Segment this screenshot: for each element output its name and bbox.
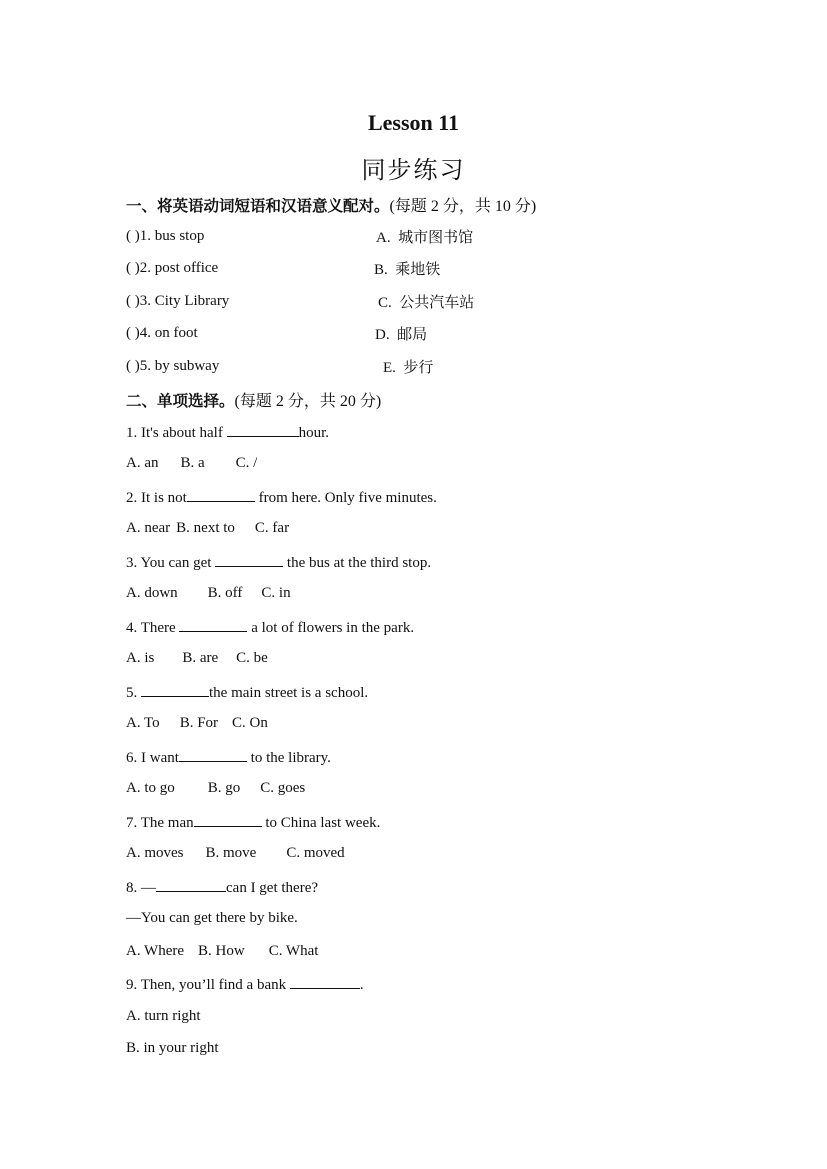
match-option-c: [378, 291, 474, 312]
question-4-text: 4. There: [126, 620, 180, 636]
question-5-text: 5.: [126, 685, 141, 701]
option-a: A. moves: [126, 845, 184, 861]
match-item-4-left: ( )4. on foot: [126, 325, 198, 341]
option-b: B. next to: [176, 520, 235, 536]
option-a: A. an: [126, 455, 159, 471]
page-title: Lesson 11: [367, 110, 460, 135]
question-8: [126, 878, 318, 897]
option-b: B. are: [182, 650, 219, 666]
match-option-e: [383, 356, 433, 377]
question-9-text: 9. Then, you’ll find a bank: [126, 977, 290, 993]
question-6-text: 6. I want: [126, 750, 179, 766]
question-3: [126, 553, 431, 572]
match-option-b-text: 乘地铁: [395, 260, 441, 278]
question-1: [126, 423, 329, 442]
answer-blank[interactable]: [179, 748, 247, 762]
match-option-a: [376, 226, 473, 247]
question-8-text: 8. —: [126, 880, 156, 896]
option-a: A. is: [126, 650, 155, 666]
match-item-5-left: ( )5. by subway: [126, 358, 220, 374]
section2-note: (每题 2 分，共 20 分): [234, 393, 382, 410]
question-6-options: [126, 780, 305, 797]
option-b: B. go: [207, 780, 241, 796]
option-c: C. be: [236, 650, 268, 666]
match-item-3-left: ( )3. City Library: [126, 293, 230, 309]
question-1-options: [126, 455, 257, 472]
question-8-options: [126, 943, 318, 960]
question-6: [126, 748, 331, 767]
question-5-text-end: the main street is a school.: [209, 685, 369, 701]
question-4-options: [126, 650, 268, 667]
question-2-text-end: from here. Only five minutes.: [254, 490, 437, 506]
question-3-text-end: the bus at the third stop.: [283, 555, 432, 571]
question-4-text-end: a lot of flowers in the park.: [247, 620, 415, 636]
answer-blank[interactable]: [187, 488, 255, 502]
question-3-text: 3. You can get: [126, 555, 216, 571]
match-item-2-left: ( )2. post office: [126, 260, 219, 276]
section1-heading-text: 一、将英语动词短语和汉语意义配对。: [126, 197, 390, 215]
answer-blank[interactable]: [215, 553, 283, 567]
match-option-b-letter: B.: [374, 262, 388, 278]
page-subtitle: 同步练习: [361, 156, 466, 184]
answer-blank[interactable]: [179, 618, 247, 632]
option-c: C. far: [254, 520, 290, 536]
option-b: B. How: [198, 943, 245, 959]
question-7-options: [126, 845, 345, 862]
question-5: [126, 683, 368, 702]
match-option-a-text: 城市图书馆: [398, 228, 474, 246]
answer-blank[interactable]: [227, 423, 299, 437]
match-option-e-letter: E.: [383, 360, 396, 376]
question-5-options: [126, 715, 268, 732]
question-9-option-b: B. in your right: [126, 1040, 219, 1056]
question-7-text-end: to China last week.: [261, 815, 381, 831]
option-a: A. To: [126, 715, 160, 731]
section2-heading: [126, 388, 381, 411]
question-1-text: 1. It's about half: [126, 425, 227, 441]
match-option-a-letter: A.: [376, 230, 391, 246]
match-option-d-text: 邮局: [397, 325, 428, 343]
section1-heading: [126, 193, 536, 216]
match-item-1: [126, 228, 204, 245]
option-c: C. What: [268, 943, 319, 959]
match-option-c-letter: C.: [378, 295, 392, 311]
question-9-text-end: .: [359, 977, 364, 993]
section1-note: (每题 2 分，共 10 分): [389, 198, 537, 215]
option-b: B. off: [207, 585, 243, 601]
option-b: B. a: [180, 455, 205, 471]
option-a: A. Where: [126, 943, 185, 959]
match-item-1-left: ( )1. bus stop: [126, 228, 205, 244]
match-item-2: [126, 260, 218, 277]
question-3-options: [126, 585, 291, 602]
match-option-e-text: 步行: [403, 358, 434, 376]
question-9: [126, 975, 364, 994]
answer-blank[interactable]: [194, 813, 262, 827]
question-2: [126, 488, 437, 507]
match-item-4: [126, 325, 198, 342]
match-option-c-text: 公共汽车站: [399, 293, 475, 311]
option-c: C. in: [261, 585, 291, 601]
question-8-text-end: can I get there?: [226, 880, 319, 896]
option-b: B. move: [205, 845, 257, 861]
option-c: C. On: [232, 715, 268, 731]
question-4: [126, 618, 414, 637]
match-item-5: [126, 358, 219, 375]
answer-blank[interactable]: [156, 878, 226, 892]
option-c: C. moved: [286, 845, 345, 861]
question-9-option-a: A. turn right: [126, 1008, 201, 1024]
match-option-d: [375, 323, 427, 344]
question-7-text: 7. The man: [126, 815, 194, 831]
answer-blank[interactable]: [290, 975, 360, 989]
question-2-options: [126, 520, 289, 537]
question-6-text-end: to the library.: [246, 750, 331, 766]
question-7: [126, 813, 380, 832]
match-option-b: [374, 258, 440, 279]
option-a: A. near: [126, 520, 171, 536]
match-item-3: [126, 293, 229, 310]
option-a: A. to go: [126, 780, 175, 796]
question-2-text: 2. It is not: [126, 490, 187, 506]
question-1-text-end: hour.: [298, 425, 330, 441]
option-a: A. down: [126, 585, 178, 601]
option-c: C. /: [235, 455, 258, 471]
option-c: C. goes: [260, 780, 306, 796]
match-option-d-letter: D.: [375, 327, 390, 343]
option-b: B. For: [179, 715, 219, 731]
answer-blank[interactable]: [141, 683, 209, 697]
section2-heading-text: 二、单项选择。: [126, 392, 235, 410]
question-8-reply: —You can get there by bike.: [126, 910, 298, 926]
